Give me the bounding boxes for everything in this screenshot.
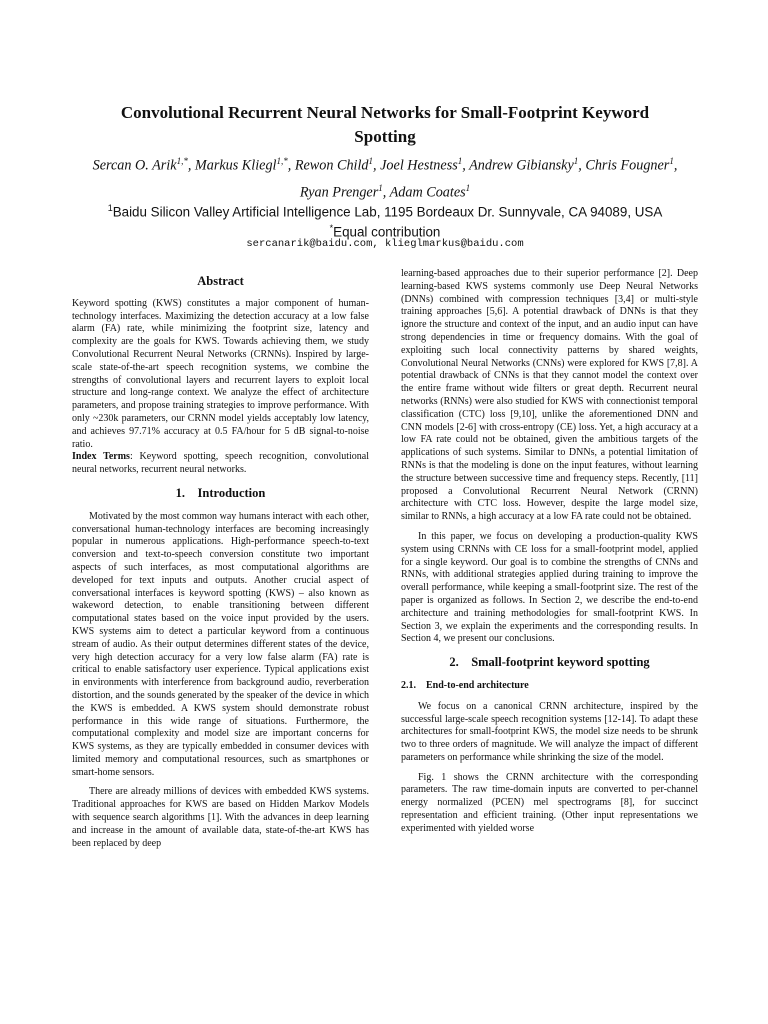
intro-paragraph-2-continued: learning-based approaches due to their superior performance [2]. Deep learning-based KWS systems commonly use Deep Neural Networks (DNNs) combined with compression techniques [3,4] or multi-style training approaches [5,6]. A potential drawback of DNNs is that they ignore the structure and context of the input, and an audio input can have strong dependencies in time or frequency domains. With the goal of exploiting such local connectivity patterns by shared weights, Convolutional Neural Networks (CNNs) were explored for KWS [7,8]. A potential drawback of CNNs is that they cannot model the context over the entire frame without wide filters or great depth. Recurrent neural networks (RNNs) were also studied for KWS with connectionist temporal classification (CTC) loss [9,10], unlike the aforementioned DNN and CNN models [2-6] with cross-entropy (CE) loss. Yet, a high accuracy at a low FA rate could not be obtained, given the ambitious targets of the applications of such systems. Similar to DNNs, a potential limitation of RNNs is that the modeling is done on the input features, without learning the structure between successive time and frequency steps. Recently, [11] proposed a Convolutional Recurrent Neural Network (CRNN) architecture with CTC loss. However, despite the large model size, similar to RNNs, a high accuracy at a low FA rate could not be obtained. <box>401 268 698 523</box>
equal-contribution-marker: * <box>329 223 334 234</box>
introduction-heading: 1. Introduction <box>175 485 266 500</box>
author-name: Chris Fougner <box>585 157 670 174</box>
author-name: Sercan O. Arik <box>92 157 177 174</box>
author-name: Markus Kliegl <box>194 157 277 174</box>
author-affiliation-marker: 1,* <box>176 156 188 166</box>
author-affiliation-marker: 1 <box>573 156 579 166</box>
author-separator: , <box>382 184 390 201</box>
affiliation-block <box>60 200 710 241</box>
index-terms-label: Index Terms <box>72 451 130 463</box>
author-affiliation-marker: 1 <box>669 156 674 166</box>
left-column <box>72 270 369 850</box>
abstract-heading: Abstract <box>197 274 244 288</box>
section-2-1-paragraph-1: We focus on a canonical CRNN architecture, inspired by the successful large-scale speech recognition systems [12-14]. To adapt these architectures for small-footprint KWS, the model size needs to be shrunk two to three orders of magnitude. We will analyze the impact of different parameters on performance while shrinking the size of the model. <box>401 700 698 763</box>
intro-paragraph-1: Motivated by the most common way humans interact with each other, conversational human-technology interfaces are becoming increasingly popular in numerous applications. High-performance speech-to-text conversion and text-to-speech conversion constitute two important aspects of such interfaces, as most computational algorithms are developed for text inputs and outputs. Another crucial aspect of conversational interfaces is keyword spotting (KWS) – also known as wakeword detection, to enable transitioning between different computational states based on the voice input provided by the users. KWS systems aim to detect a particular keyword from a continuous stream of audio. As their output determines different states of the device, very high detection accuracy for a very low false alarm (FA) rate is critical to enable satisfactory user experience. Typical applications exist in environments with interference from background audio, reverberation distortion, and the sounds generated by the speaker of the device in which the KWS is embedded. A KWS system should demonstrate robust performance in this wide range of situations. Furthermore, the computational complexity and model size are important concerns for KWS systems, as they are typically embedded in consumer devices with limited memory and computational resources, such as smartphones or smart-home sensors. <box>72 510 369 778</box>
author-affiliation-marker: 1 <box>368 156 374 166</box>
paper-title: Convolutional Recurrent Neural Networks for Small-Footprint Keyword Spotting <box>120 103 650 146</box>
author-separator: , <box>462 157 470 174</box>
author-separator: , <box>287 157 295 174</box>
author-affiliation-marker: 1 <box>457 156 463 166</box>
right-column <box>401 268 698 836</box>
author-name: Andrew Gibiansky <box>469 157 574 174</box>
author-name: Ryan Prenger <box>299 184 379 201</box>
index-terms <box>72 451 369 477</box>
author-separator: , <box>578 157 586 174</box>
author-affiliation-marker: 1 <box>465 182 471 193</box>
author-emails: sercanarik@baidu.com, klieglmarkus@baidu.com <box>246 238 524 250</box>
abstract-text: Keyword spotting (KWS) constitutes a major component of human-technology interfaces. Maximizing the detection accuracy at a low false alarm (FA) rate, while minimizing the footprint size, latency and complexity are the goals for KWS. Towards achieving them, we study Convolutional Recurrent Neural Networks (CRNNs). Inspired by large-scale state-of-the-art speech recognition systems, we combine the strengths of convolutional layers and recurrent layers to exploit local structure and long-range context. We analyze the effect of architecture parameters, and propose training strategies to improve performance. With only ~230k parameters, our CRNN model yields acceptably low latency, and achieves 97.71% accuracy at 0.5 FA/hour for 5 dB signal-to-noise ratio. <box>72 297 369 450</box>
affiliation-marker: 1 <box>107 203 113 213</box>
section-2-heading: 2. Small-footprint keyword spotting <box>449 655 650 670</box>
author-separator: , <box>187 157 195 174</box>
author-list <box>80 150 690 203</box>
section-2-1-heading: 2.1. End-to-end architecture <box>401 679 529 691</box>
affiliation: Baidu Silicon Valley Artificial Intelligence Lab, 1195 Bordeaux Dr. Sunnyvale, CA 94089, USA <box>112 204 663 220</box>
author-separator: , <box>673 157 678 174</box>
author-separator: , <box>373 157 381 174</box>
index-terms-text: : Keyword spotting, speech recognition, convolutional neural networks, recurrent neural networks. <box>72 451 369 476</box>
author-name: Joel Hestness <box>380 157 458 174</box>
equal-contribution-note: Equal contribution <box>333 224 441 240</box>
author-affiliation-marker: 1 <box>378 182 383 193</box>
author-affiliation-marker: 1,* <box>276 156 288 166</box>
author-name: Adam Coates <box>389 184 466 201</box>
author-name: Rewon Child <box>294 157 369 174</box>
section-2-1-paragraph-2: Fig. 1 shows the CRNN architecture with the corresponding parameters. The raw time-domain inputs are converted to per-channel energy normalized (PCEN) mel spectrograms [8], for succinct representation and efficient training. (Other input representations we experimented with yielded worse <box>401 771 698 834</box>
intro-paragraph-2: There are already millions of devices with embedded KWS systems. Traditional approaches for KWS are based on Hidden Markov Models with sequence search algorithms [1]. With the advances in deep learning and increase in the amount of available data, state-of-the-art KWS has been replaced by deep <box>72 786 369 849</box>
intro-paragraph-3: In this paper, we focus on developing a production-quality KWS system using CRNNs with CE loss for a small-footprint model, applied for a single keyword. Our goal is to combine the strengths of CNNs and RNNs, with additional strategies applied during training to improve the overall performance, while keeping a small-footprint size. The rest of the paper is organized as follows. In Section 2, we describe the end-to-end architecture and training methodologies for small-footprint KWS. In Section 3, we explain the experiments and the corresponding results. In Section 4, we present our conclusions. <box>401 530 698 645</box>
